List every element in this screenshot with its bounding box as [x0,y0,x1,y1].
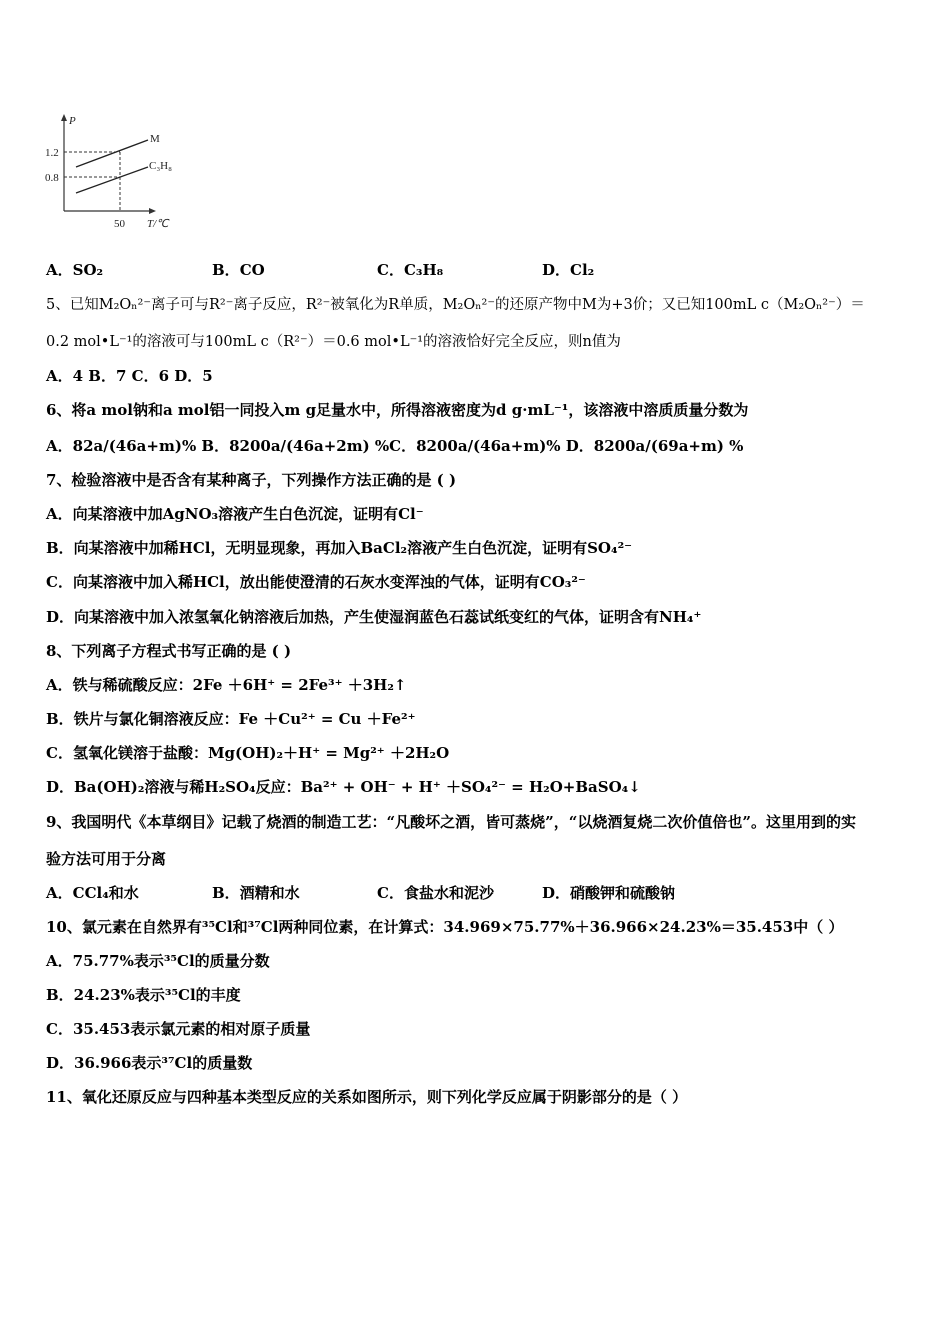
q4-option-c[interactable]: C．C₃H₈ [377,261,444,279]
q4-option-d[interactable]: D．Cl₂ [542,261,595,279]
q10-option-b[interactable]: B．24.23%表示³⁵Cl的丰度 [46,986,241,1004]
pressure-temperature-figure [44,111,182,235]
y-tick-0-8: 0.8 [45,172,59,184]
pt-graph [44,111,182,235]
q4-option-b[interactable]: B．CO [212,261,265,279]
q10-stem: 10、氯元素在自然界有³⁵Cl和³⁷Cl两种同位素，在计算式：34.969×75.77%＋36.966×24.23%＝35.453中（ ） [46,918,844,936]
q5-stem-line1: 5、已知M₂Oₙ²⁻离子可与R²⁻离子反应，R²⁻被氧化为R单质，M₂Oₙ²⁻的还原产物中M为+3价；又已知100mL c（M₂Oₙ²⁻）＝ [46,297,865,313]
q10-option-d[interactable]: D．36.966表示³⁷Cl的质量数 [46,1054,253,1072]
q9-stem-line2: 验方法可用于分离 [46,850,167,868]
q7-option-c[interactable]: C．向某溶液中加入稀HCl，放出能使澄清的石灰水变浑浊的气体，证明有CO₃²⁻ [46,573,586,591]
q9-option-a[interactable]: A．CCl₄和水 [46,884,139,902]
q8-option-a[interactable]: A．铁与稀硫酸反应：2Fe ＋6H⁺ = 2Fe³⁺ ＋3H₂↑ [46,676,407,694]
q9-option-d[interactable]: D．硝酸钾和硫酸钠 [542,884,676,902]
y-axis-arrow [61,114,67,121]
y-tick-1-2: 1.2 [45,147,59,159]
q9-option-c[interactable]: C．食盐水和泥沙 [377,884,494,902]
line-c3h8-label: C₃H₈ [149,160,172,172]
q7-option-d[interactable]: D．向某溶液中加入浓氢氧化钠溶液后加热，产生使湿润蓝色石蕊试纸变红的气体，证明含有NH₄⁺ [46,608,702,626]
q7-option-a[interactable]: A．向某溶液中加AgNO₃溶液产生白色沉淀，证明有Cl⁻ [46,505,424,523]
y-axis-label: P [69,115,76,127]
q9-stem-line1: 9、我国明代《本草纲目》记载了烧酒的制造工艺：“凡酸坏之酒，皆可蒸烧”，“以烧酒复烧二次价值倍也”。这里用到的实 [46,813,856,831]
q8-option-d[interactable]: D．Ba(OH)₂溶液与稀H₂SO₄反应：Ba²⁺ + OH⁻ + H⁺ ＋SO₄²⁻ = H₂O+BaSO₄↓ [46,778,641,796]
q8-option-b[interactable]: B．铁片与氯化铜溶液反应：Fe ＋Cu²⁺ = Cu ＋Fe²⁺ [46,710,416,728]
q10-option-a[interactable]: A．75.77%表示³⁵Cl的质量分数 [46,952,270,970]
line-m [76,140,148,167]
q8-option-c[interactable]: C．氢氧化镁溶于盐酸：Mg(OH)₂＋H⁺ = Mg²⁺ ＋2H₂O [46,744,450,762]
q10-option-c[interactable]: C．35.453表示氯元素的相对原子质量 [46,1020,311,1038]
x-tick-50: 50 [114,218,125,230]
q6-stem: 6、将a mol钠和a mol铝一同投入m g足量水中，所得溶液密度为d g·mL⁻¹，该溶液中溶质质量分数为 [46,401,749,419]
q5-stem-line2: 0.2 mol•L⁻¹的溶液可与100mL c（R²⁻）＝0.6 mol•L⁻¹的溶液恰好完全反应，则n值为 [46,334,621,350]
line-m-label: M [150,133,160,145]
line-c3h8 [76,167,148,193]
q7-option-b[interactable]: B．向某溶液中加稀HCl，无明显现象，再加入BaCl₂溶液产生白色沉淀，证明有SO₄²⁻ [46,539,633,557]
q4-option-a[interactable]: A．SO₂ [46,261,104,279]
q8-stem: 8、下列离子方程式书写正确的是 ( ) [46,642,292,660]
x-axis-label: T/℃ [147,218,169,230]
q5-options[interactable]: A．4 B．7 C．6 D．5 [46,367,213,385]
q6-options[interactable]: A．82a/(46a+m)% B．8200a/(46a+2m) %C．8200a/(46a+m)% D．8200a/(69a+m) % [46,437,744,455]
q11-stem: 11、氧化还原反应与四种基本类型反应的关系如图所示，则下列化学反应属于阴影部分的是（ ） [46,1088,688,1106]
x-axis-arrow [149,208,156,214]
q7-stem: 7、检验溶液中是否含有某种离子，下列操作方法正确的是 ( ) [46,471,457,489]
q9-option-b[interactable]: B．酒精和水 [212,884,300,902]
